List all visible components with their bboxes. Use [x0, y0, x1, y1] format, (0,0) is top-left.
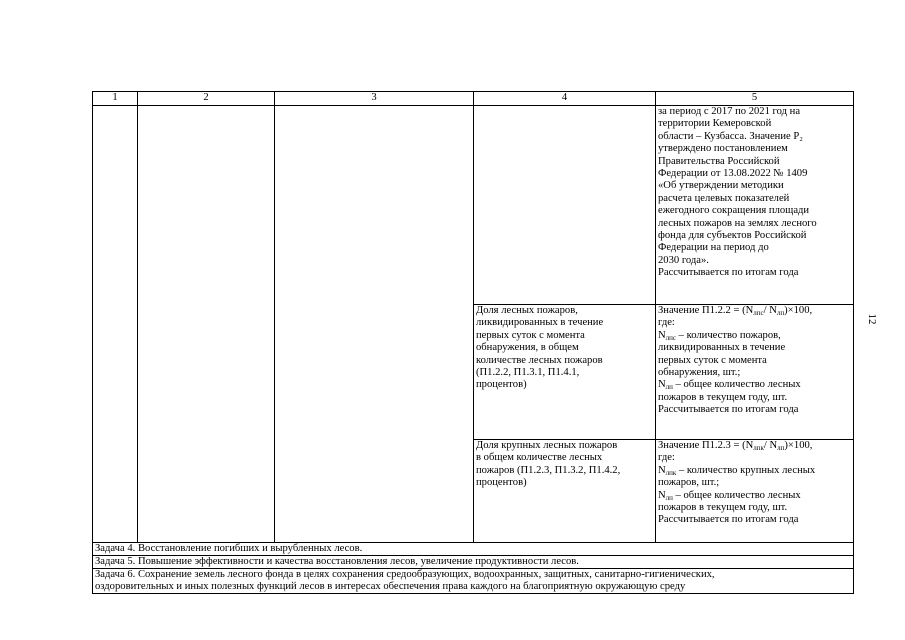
text-line: пожаров в текущем году, шт.	[658, 391, 788, 403]
indicator-name-cell	[474, 305, 656, 440]
task-4: Задача 4. Восстановление погибших и вырубленных лесов.	[93, 543, 854, 556]
text-line: территории Кемеровской	[658, 118, 772, 130]
text-line: ликвидированных в течение	[658, 342, 786, 354]
task-5: Задача 5. Повышение эффективности и качества восстановления лесов, увеличение продуктивности лесов.	[93, 556, 854, 569]
column-header-1: 1	[93, 92, 138, 106]
column-header-5: 5	[656, 92, 854, 106]
indicator-method-cell	[656, 305, 854, 440]
text-line: Федерации от 13.08.2022 № 1409	[658, 168, 808, 180]
text-line: 2030 года».	[658, 254, 709, 266]
task-6	[93, 569, 854, 594]
definition-line: $N_{лп}$ – общее количество лесных	[658, 379, 801, 392]
task-row	[93, 543, 854, 556]
text-line: Рассчитывается по итогам года	[658, 267, 799, 279]
indicator-method-cell	[656, 440, 854, 543]
text-line: (П1.2.2, П1.3.1, П1.4.1,	[476, 367, 580, 379]
text-line: пожаров в текущем году, шт.	[658, 502, 788, 514]
text-line: в общем количестве лесных	[476, 452, 603, 464]
text-line: первых суток с момента	[476, 329, 585, 341]
text-line: Задача 6. Сохранение земель лесного фонда в целях сохранения средообразующих, водоохранных, защитных, санитарно-гигиенических,	[95, 569, 715, 580]
text-line: процентов)	[476, 379, 527, 391]
text-line: Правительства Российской	[658, 155, 780, 167]
text-line: лесных пожаров на землях лесного	[658, 217, 817, 229]
cell-col1	[93, 106, 138, 543]
cell-col3	[275, 106, 474, 543]
text-line: Доля крупных лесных пожаров	[476, 440, 618, 451]
definition-line: $N_{лп}$ – общее количество лесных	[658, 489, 801, 502]
column-header-4: 4	[474, 92, 656, 106]
text-line: где:	[658, 317, 675, 329]
text-line: ежегодного сокращения площади	[658, 205, 810, 217]
text-line: процентов)	[476, 477, 527, 489]
cell-col4-row1	[474, 106, 656, 305]
indicator-method-cell	[656, 106, 854, 305]
column-header-2: 2	[138, 92, 275, 106]
formula-line: Значение $П1.2.3 = (N_{лпк}/$ $N_{лп})\times 100$,	[658, 440, 813, 452]
table-header-row	[93, 92, 854, 106]
text-line: первых суток с момента	[658, 354, 767, 366]
text-line: пожаров, шт.;	[658, 477, 720, 489]
text-line: утверждено постановлением	[658, 143, 788, 155]
text-line: оздоровительных и иных полезных функций лесов в интересах обеспечения права каждого на благоприятную окружающую среду	[95, 581, 686, 592]
formula-line: Значение $П1.2.2 = (N_{лпс}/$ $N_{лп})\times 100$,	[658, 305, 813, 317]
text-line: Федерации на период до	[658, 242, 769, 254]
task-row	[93, 569, 854, 594]
document-table	[92, 91, 854, 594]
text-line: расчета целевых показателей	[658, 192, 790, 204]
text-line: ликвидированных в течение	[476, 317, 604, 329]
text-line: за период с 2017 по 2021 год на	[658, 106, 801, 117]
text-line: Рассчитывается по итогам года	[658, 404, 799, 416]
text-line: где:	[658, 452, 675, 464]
definition-line: $N_{лпк}$ – количество крупных лесных	[658, 464, 816, 477]
column-header-3: 3	[275, 92, 474, 106]
text-line: Доля лесных пожаров,	[476, 305, 578, 316]
text-line: Рассчитывается по итогам года	[658, 514, 799, 526]
definition-line: $N_{лпс}$ – количество пожаров,	[658, 329, 781, 342]
table-row	[93, 106, 854, 305]
cell-col2	[138, 106, 275, 543]
text-line: «Об утверждении методики	[658, 180, 784, 192]
text-line: количестве лесных пожаров	[476, 354, 603, 366]
task-row	[93, 556, 854, 569]
indicator-name-cell	[474, 440, 656, 543]
page-number: 12	[866, 313, 878, 325]
text-line: обнаружения, в общем	[476, 342, 579, 354]
text-line: обнаружения, шт.;	[658, 367, 741, 379]
text-line: фонда для субъектов Российской	[658, 230, 807, 242]
text-line: области – Кузбасса. Значение Р₂	[658, 130, 803, 142]
text-line: пожаров (П1.2.3, П1.3.2, П1.4.2,	[476, 464, 621, 476]
